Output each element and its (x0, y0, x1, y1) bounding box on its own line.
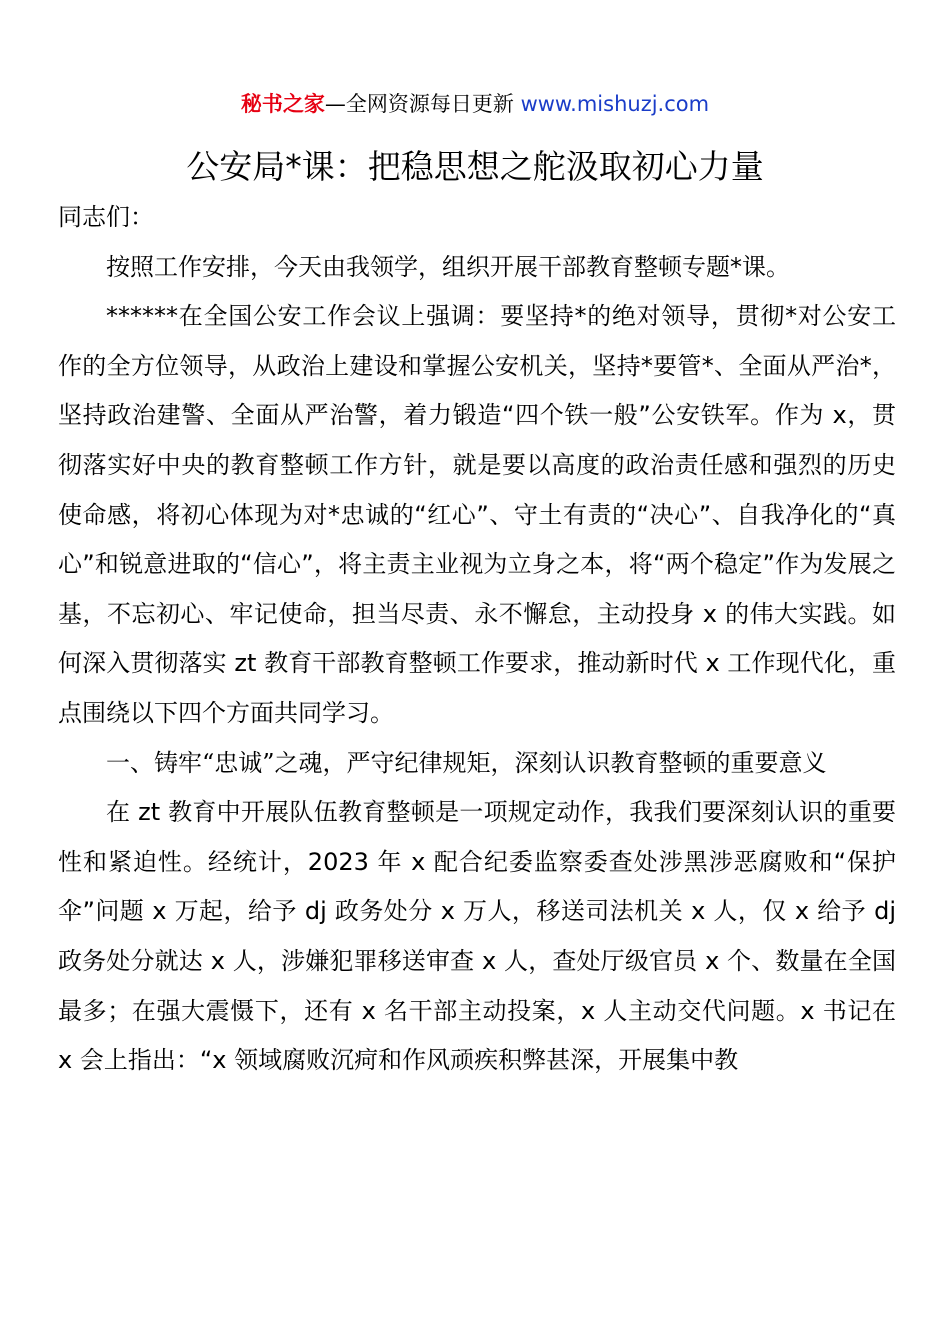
section-heading: 一、铸牢“忠诚”之魂，严守纪律规矩，深刻认识教育整顿的重要意义 (106, 748, 827, 777)
document-body (58, 193, 896, 1086)
salutation: 同志们： (58, 203, 154, 231)
document-title: 公安局*课：把稳思想之舵汲取初心力量 (186, 147, 764, 186)
header-brand: 秘书之家 (240, 92, 325, 116)
site-header (0, 88, 950, 120)
header-tagline: —全网资源每日更新 (324, 92, 521, 116)
body-paragraph: 在 zt 教育中开展队伍教育整顿是一项规定动作，我我们要深刻认识的重要性和紧迫性。经统计，2023 年 x 配合纪委监察委查处涉黑涉恶腐败和“保护伞”问题 x 万起，给予 dj 政务处分 x 万人，移送司法机关 x 人，仅 x 给予 dj 政务处分就达 x 人，涉嫌犯罪移送审查 x 人，查处厅级官员 x 个、数量在全国最多；在强大震慑下，还有 x 名干部主动投案，x 人主动交代问题。x 书记在 x 会上指出：“x 领域腐败沉疴和作风顽疾积弊甚深，开展集中教 (58, 798, 896, 1075)
body-paragraph: ******在全国公安工作会议上强调：要坚持*的绝对领导，贯彻*对公安工作的全方位领导，从政治上建设和掌握公安机关，坚持*要管*、全面从严治*，坚持政治建警、全面从严治警，着力锻造“四个铁一般”公安铁军。作为 x，贯彻落实好中央的教育整顿工作方针，就是要以高度的政治责任感和强烈的历史使命感，将初心体现为对*忠诚的“红心”、守土有责的“决心”、自我净化的“真心”和锐意进取的“信心”，将主责主业视为立身之本，将“两个稳定”作为发展之基，不忘初心、牢记使命，担当尽责、永不懈怠，主动投身 x 的伟大实践。如何深入贯彻落实 zt 教育干部教育整顿工作要求，推动新时代 x 工作现代化，重点围绕以下四个方面共同学习。 (58, 302, 896, 727)
body-paragraph: 按照工作安排，今天由我领学，组织开展干部教育整顿专题*课。 (106, 252, 790, 281)
header-url-link[interactable]: www.mishuzj.com (520, 92, 710, 116)
